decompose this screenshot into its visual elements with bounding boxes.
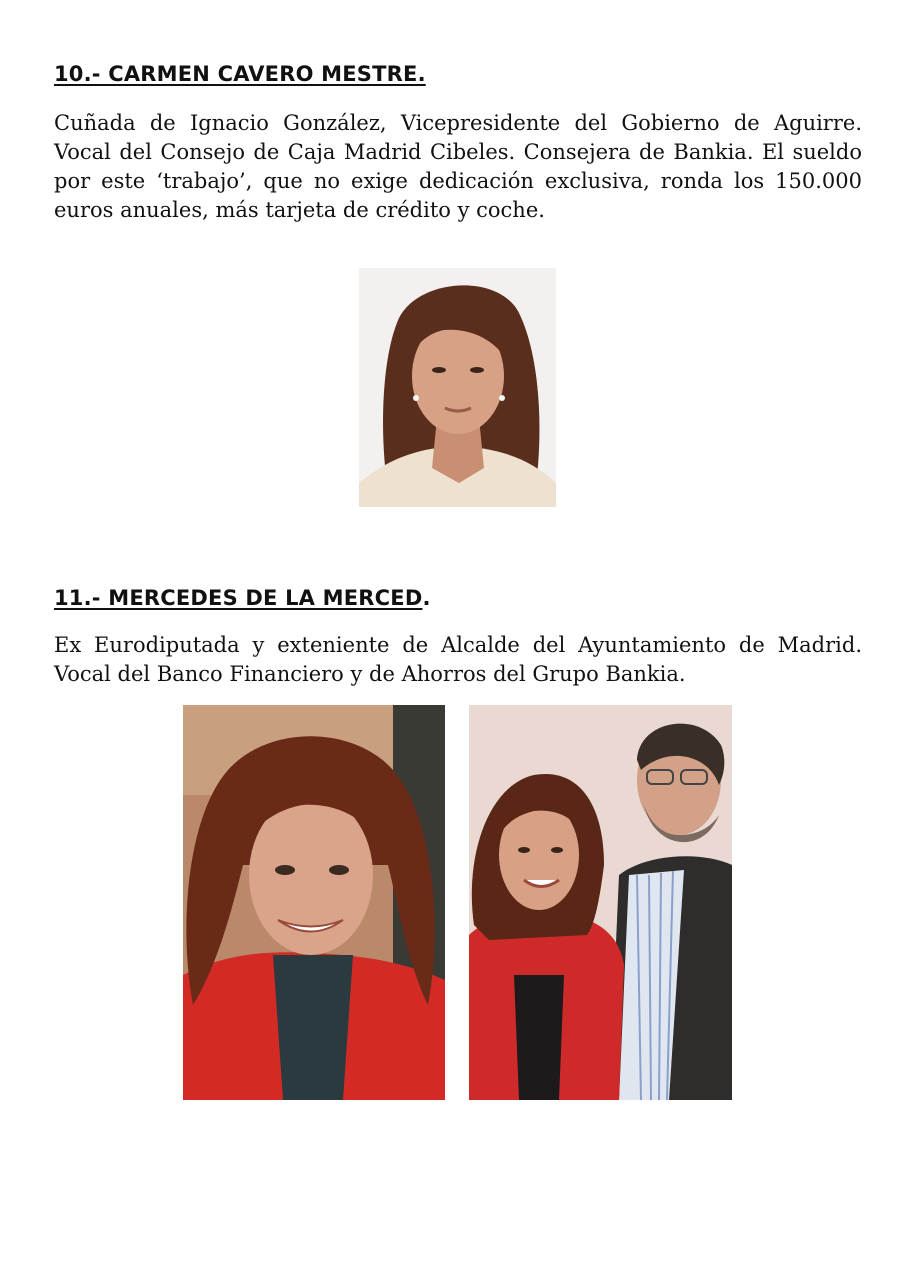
photo-mercedes-with-man <box>469 705 732 1100</box>
section-10-heading <box>54 62 426 86</box>
section-11-title: 11.- MERCEDES DE LA MERCED <box>54 586 423 610</box>
section-11-heading <box>54 586 431 610</box>
section-10-title: 10.- CARMEN CAVERO MESTRE. <box>54 62 426 86</box>
portrait-photo-mercedes-de-la-merced <box>183 705 445 1100</box>
portrait-photo-carmen-cavero <box>359 268 556 507</box>
section-10-body: Cuñada de Ignacio González, Vicepresidente del Gobierno de Aguirre. Vocal del Consejo de Caja Madrid Cibeles. Consejera de Bankia. El sueldo por este ‘trabajo’, que no exige dedicación exclusiva, ronda los 150.000 euros anuales, más tarjeta de crédito y coche. <box>54 111 862 222</box>
section-11-body: Ex Eurodiputada y exteniente de Alcalde del Ayuntamiento de Madrid. Vocal del Banco Financiero y de Ahorros del Grupo Bankia. <box>54 633 862 686</box>
section-11-title-trailing: . <box>422 586 431 610</box>
